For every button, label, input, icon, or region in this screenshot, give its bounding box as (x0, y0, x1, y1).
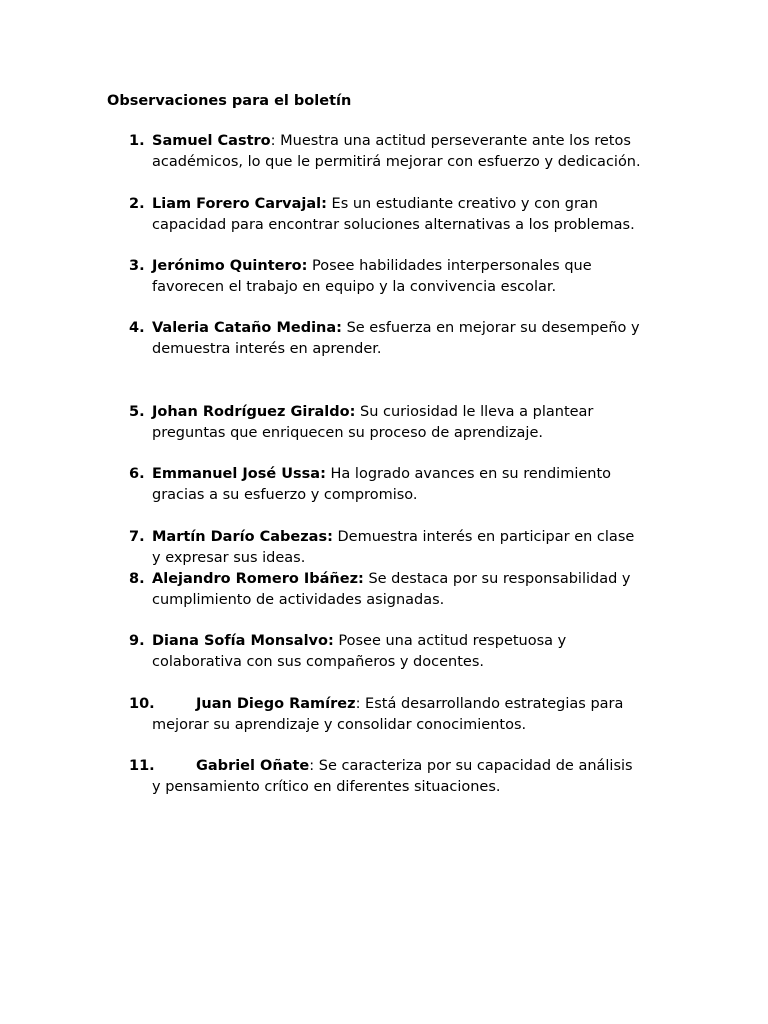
list-item-text (152, 569, 689, 611)
list-item (129, 194, 689, 236)
list-item-text (152, 464, 689, 506)
list-item (129, 756, 689, 798)
observation-line-1: Se caracteriza por su capacidad de análisis (314, 758, 633, 774)
observation-line-1: Posee habilidades interpersonales que (307, 258, 592, 274)
list-item-text (152, 694, 689, 736)
observation-line-2: cumplimiento de actividades asignadas. (152, 592, 445, 608)
student-name: Samuel Castro (152, 133, 271, 149)
list-number: 11. (129, 758, 155, 774)
student-name: Liam Forero Carvajal: (152, 196, 327, 212)
list-item (129, 527, 689, 569)
student-name: Gabriel Oñate (196, 758, 310, 774)
student-name: Martín Darío Cabezas: (152, 529, 333, 545)
name-separator: : (270, 133, 276, 149)
list-item (129, 464, 689, 506)
list-number: 9. (129, 633, 145, 649)
list-number: 1. (129, 133, 145, 149)
observation-line-2: y expresar sus ideas. (152, 550, 306, 566)
list-item-text (152, 131, 689, 173)
observation-line-1: Su curiosidad le lleva a plantear (355, 404, 594, 420)
observation-line-1: Es un estudiante creativo y con gran (326, 196, 598, 212)
list-item (129, 318, 689, 360)
student-name: Johan Rodríguez Giraldo: (152, 404, 356, 420)
observation-line-2: capacidad para encontrar soluciones alternativas a los problemas. (152, 217, 635, 233)
list-item (129, 694, 689, 736)
observation-line-1: Se destaca por su responsabilidad y (363, 571, 631, 587)
observation-line-2: y pensamiento crítico en diferentes situaciones. (152, 779, 501, 795)
list-number: 4. (129, 320, 145, 336)
observation-line-1: Demuestra interés en participar en clase (332, 529, 635, 545)
student-name: Valeria Cataño Medina: (152, 320, 342, 336)
list-item-text (152, 402, 689, 444)
list-item (129, 131, 689, 173)
list-item-text (152, 318, 689, 360)
observation-line-2: demuestra interés en aprender. (152, 341, 382, 357)
observation-line-1: Posee una actitud respetuosa y (333, 633, 567, 649)
observation-line-2: académicos, lo que le permitirá mejorar con esfuerzo y dedicación. (152, 154, 641, 170)
list-item-text (152, 194, 689, 236)
student-name: Diana Sofía Monsalvo: (152, 633, 334, 649)
list-number: 7. (129, 529, 145, 545)
list-number: 3. (129, 258, 145, 274)
student-name: Emmanuel José Ussa: (152, 466, 326, 482)
list-item-text (152, 527, 689, 569)
list-item (129, 256, 689, 298)
name-separator: : (309, 758, 315, 774)
observation-line-1: Muestra una actitud perseverante ante los retos (275, 133, 631, 149)
list-item-text (152, 631, 689, 673)
observation-line-2: colaborativa con sus compañeros y docentes. (152, 654, 484, 670)
list-number: 8. (129, 571, 145, 587)
list-item (129, 402, 689, 444)
list-number: 2. (129, 196, 145, 212)
observation-line-2: mejorar su aprendizaje y consolidar conocimientos. (152, 717, 527, 733)
observation-line-2: preguntas que enriquecen su proceso de aprendizaje. (152, 425, 543, 441)
student-name: Alejandro Romero Ibáñez: (152, 571, 364, 587)
student-name: Juan Diego Ramírez (196, 696, 356, 712)
observation-line-1: Ha logrado avances en su rendimiento (325, 466, 612, 482)
list-item-text (152, 256, 689, 298)
observation-line-2: gracias a su esfuerzo y compromiso. (152, 487, 418, 503)
list-item (129, 569, 689, 611)
observation-line-2: favorecen el trabajo en equipo y la convivencia escolar. (152, 279, 557, 295)
list-item (129, 631, 689, 673)
list-number: 10. (129, 696, 155, 712)
observation-line-1: Está desarrollando estrategias para (360, 696, 624, 712)
document-title: Observaciones para el boletín (107, 93, 352, 109)
list-number: 6. (129, 466, 145, 482)
observation-line-1: Se esfuerza en mejorar su desempeño y (341, 320, 640, 336)
list-number: 5. (129, 404, 145, 420)
list-item-text (152, 756, 689, 798)
name-separator: : (355, 696, 361, 712)
student-name: Jerónimo Quintero: (152, 258, 308, 274)
